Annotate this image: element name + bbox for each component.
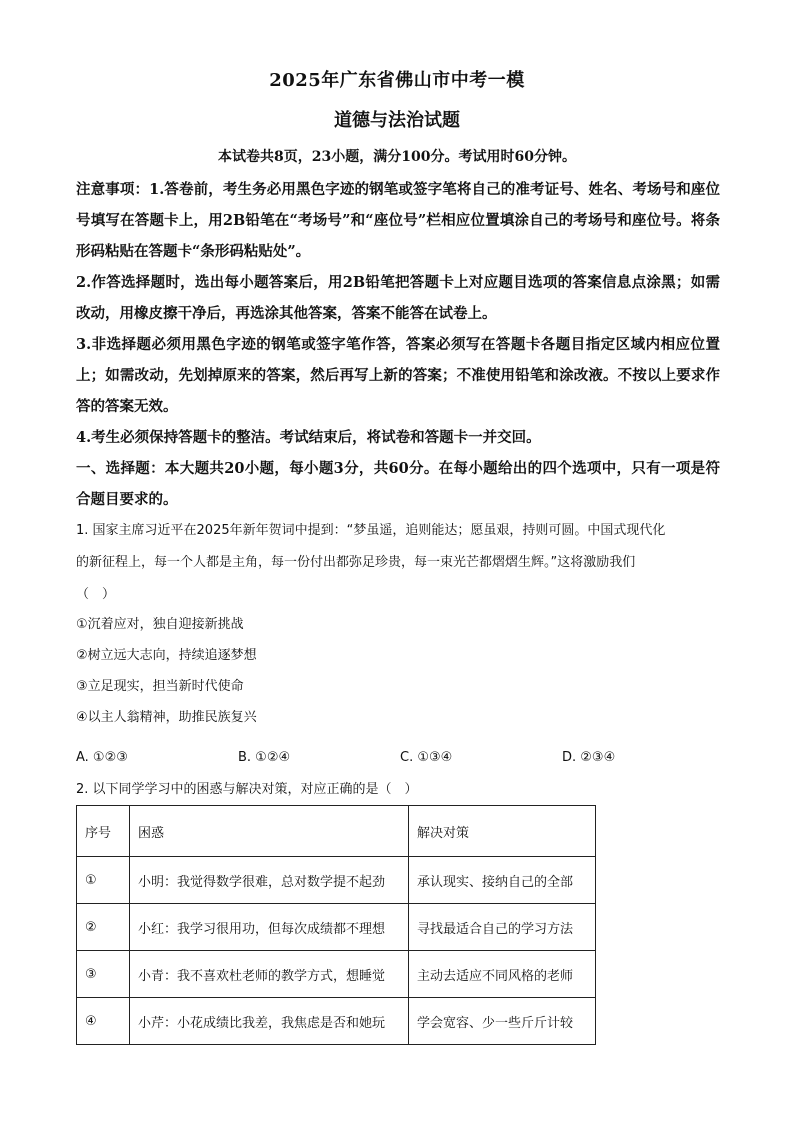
row-solution: 主动去适应不同风格的老师 — [409, 951, 596, 998]
q1-blank: （ ） — [76, 587, 116, 602]
section-heading: 一、选择题：本大题共20小题，每小题3分，共60分。在每小题给出的四个选项中，只有一项是符合题目要求的。 — [76, 460, 720, 508]
notice-4: 4.考生必须保持答题卡的整洁。考试结束后，将试卷和答题卡一并交回。 — [76, 429, 541, 446]
q1-item-2: ②树立远大志向，持续追逐梦想 — [76, 648, 257, 663]
row-confusion: 小明：我觉得数学很难，总对数学提不起劲 — [130, 857, 409, 904]
header-cell-no: 序号 — [77, 806, 130, 857]
row-solution: 承认现实、接纳自己的全部 — [409, 857, 596, 904]
option-d[interactable]: D. ②③④ — [562, 750, 616, 765]
row-number: ③ — [77, 951, 130, 998]
notice-3: 3.非选择题必须用黑色字迹的钢笔或签字笔作答，答案必须写在答题卡各题目指定区域内相应位置上；如需改动，先划掉原来的答案，然后再写上新的答案；不准使用铅笔和涂改液。不按以上要求作答的答案无效。 — [76, 336, 720, 415]
option-b[interactable]: B. ①②④ — [238, 750, 291, 765]
q1-stem-line2: 的新征程上，每一个人都是主角，每一份付出都弥足珍贵，每一束光芒都熠熠生辉。”这将激励我们 — [76, 555, 636, 570]
row-confusion: 小青：我不喜欢杜老师的教学方式，想睡觉 — [130, 951, 409, 998]
q1-options — [76, 750, 720, 770]
option-a[interactable]: A. ①②③ — [76, 750, 128, 765]
exam-info: 本试卷共8页，23小题，满分100分。考试用时60分钟。 — [218, 149, 576, 165]
table-row — [77, 904, 596, 951]
q2-stem: 2. 以下同学学习中的困惑与解决对策，对应正确的是（ ） — [76, 782, 418, 797]
notice-2: 2.作答选择题时，选出每小题答案后，用2B铅笔把答题卡上对应题目选项的答案信息点涂黑；如需改动，用橡皮擦干净后，再选涂其他答案，答案不能答在试卷上。 — [76, 274, 720, 322]
option-c[interactable]: C. ①③④ — [400, 750, 453, 765]
row-solution: 寻找最适合自己的学习方法 — [409, 904, 596, 951]
row-confusion: 小芹：小花成绩比我差，我焦虑是否和她玩 — [130, 998, 409, 1045]
table-header-row — [77, 806, 596, 857]
q1-item-4: ④以主人翁精神，助推民族复兴 — [76, 710, 257, 725]
notice-1: 注意事项：1.答卷前，考生务必用黑色字迹的钢笔或签字笔将自己的准考证号、姓名、考场号和座位号填写在答题卡上，用2B铅笔在“考场号”和“座位号”栏相应位置填涂自己的考场号和座位号。将条形码粘贴在答题卡“条形码粘贴处”。 — [76, 181, 720, 260]
notice-block — [76, 174, 720, 515]
header-cell-confusion: 困惑 — [130, 806, 409, 857]
table-row — [77, 951, 596, 998]
row-solution: 学会宽容、少一些斤斤计较 — [409, 998, 596, 1045]
table-row — [77, 998, 596, 1045]
subject-title: 道德与法治试题 — [334, 110, 460, 131]
q1-item-3: ③立足现实，担当新时代使命 — [76, 679, 244, 694]
row-confusion: 小红：我学习很用功，但每次成绩都不理想 — [130, 904, 409, 951]
q1-stem-line1: 1. 国家主席习近平在2025年新年贺词中提到：“梦虽遥，追则能达；愿虽艰，持则可圆。中国式现代化 — [76, 523, 666, 538]
table-row — [77, 857, 596, 904]
question-2 — [76, 780, 720, 800]
q1-item-1: ①沉着应对，独自迎接新挑战 — [76, 617, 244, 632]
header-cell-solution: 解决对策 — [409, 806, 596, 857]
question-1 — [76, 520, 720, 729]
row-number: ② — [77, 904, 130, 951]
row-number: ① — [77, 857, 130, 904]
row-number: ④ — [77, 998, 130, 1045]
exam-title: 2025年广东省佛山市中考一模 — [269, 70, 525, 91]
q2-table — [76, 805, 596, 1045]
